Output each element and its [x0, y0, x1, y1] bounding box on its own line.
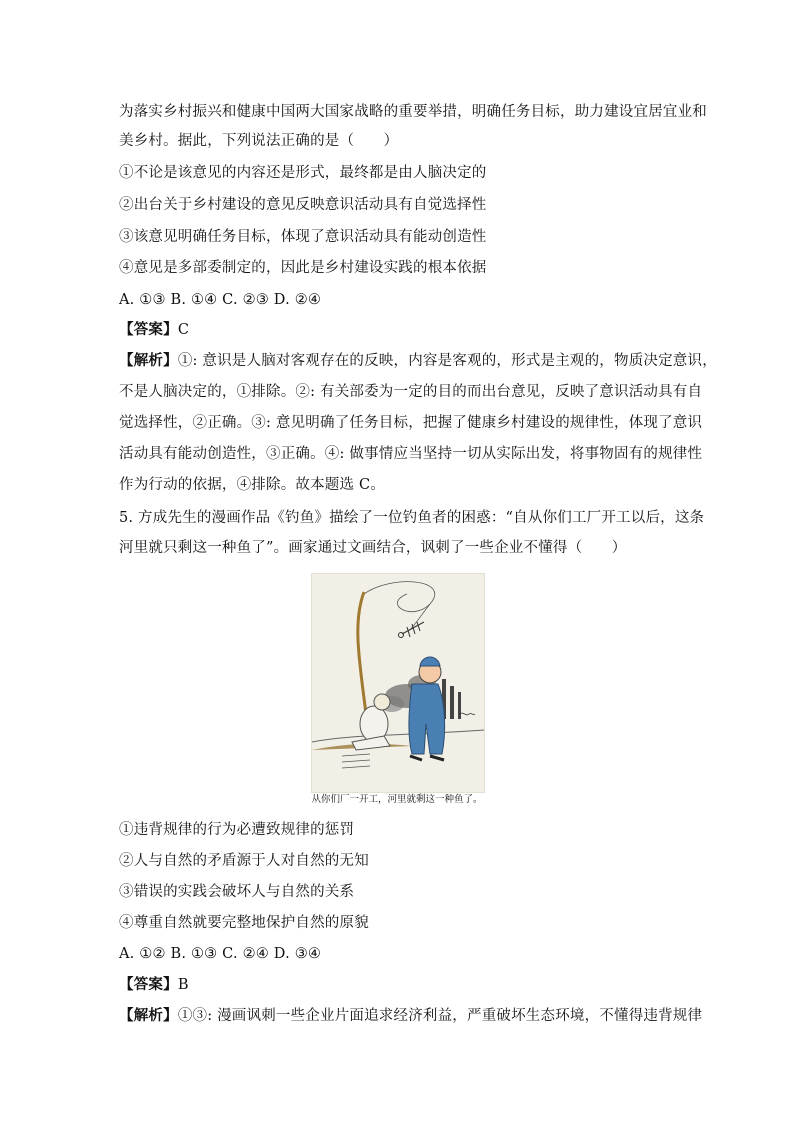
option-statement: ④尊重自然就要完整地保护自然的原貌: [119, 915, 369, 931]
question-5-stem-line: 河里就只剩这一种鱼了”。画家通过文画结合，讽刺了一些企业不懂得（ ）: [119, 540, 627, 556]
answer-tag: 【答案】: [119, 976, 178, 993]
option-statement: ②人与自然的矛盾源于人对自然的无知: [119, 853, 369, 869]
option-statement: ②出台关于乡村建设的意见反映意识活动具有自觉选择性: [119, 197, 487, 213]
question-stem-line: 美乡村。据此，下列说法正确的是（ ）: [119, 133, 399, 149]
answer-tag: 【答案】: [119, 321, 178, 338]
answer-choices: A. ①③ B. ①④ C. ②③ D. ②④: [119, 292, 322, 308]
analysis-text: ①③: 漫画讽刺一些企业片面追求经济利益，严重破坏生态环境，不懂得违背规律: [177, 1008, 703, 1024]
option-statement: ①违背规律的行为必遭致规律的惩罚: [119, 822, 355, 838]
question-5-stem-line: 5. 方成先生的漫画作品《钓鱼》描绘了一位钓鱼者的困惑：“自从你们工厂开工以后，这条: [119, 510, 705, 526]
figure-caption: 从你们厂一开工，河里就剩这一种鱼了。: [311, 794, 483, 805]
analysis-tag: 【解析】: [119, 352, 178, 369]
option-statement: ④意见是多部委制定的，因此是乡村建设实践的根本依据: [119, 260, 487, 276]
fishing-cartoon-illustration: [312, 574, 484, 792]
analysis-text: ①: 意识是人脑对客观存在的反映，内容是客观的，形式是主观的，物质决定意识，: [177, 353, 717, 369]
analysis-line: 不是人脑决定的，①排除。②: 有关部委为一定的目的而出台意见，反映了意识活动具有自: [119, 384, 703, 400]
option-statement: ③该意见明确任务目标，体现了意识活动具有能动创造性: [119, 229, 487, 245]
analysis-line: 活动具有能动创造性，③正确。④: 做事情应当坚持一切从实际出发，将事物固有的规律性: [119, 446, 703, 462]
answer-value: C: [177, 322, 190, 338]
answer-line: [119, 320, 679, 340]
question-stem-line: 为落实乡村振兴和健康中国两大国家战略的重要举措，明确任务目标，助力建设宜居宜业和: [119, 104, 707, 120]
analysis-line: [119, 351, 717, 371]
option-statement: ③错误的实践会破坏人与自然的关系: [119, 884, 355, 900]
cartoon-figure: [311, 573, 485, 793]
answer-choices: A. ①② B. ①③ C. ②④ D. ③④: [119, 946, 322, 962]
answer-line: [119, 975, 679, 995]
analysis-line: 觉选择性，②正确。③: 意见明确了任务目标，把握了健康乡村建设的规律性，体现了意识: [119, 415, 703, 431]
analysis-line: [119, 1006, 703, 1026]
answer-value: B: [177, 977, 189, 993]
analysis-line: 作为行动的依据，④排除。故本题选 C。: [119, 477, 386, 493]
option-statement: ①不论是该意见的内容还是形式，最终都是由人脑决定的: [119, 165, 487, 181]
analysis-tag: 【解析】: [119, 1007, 178, 1024]
